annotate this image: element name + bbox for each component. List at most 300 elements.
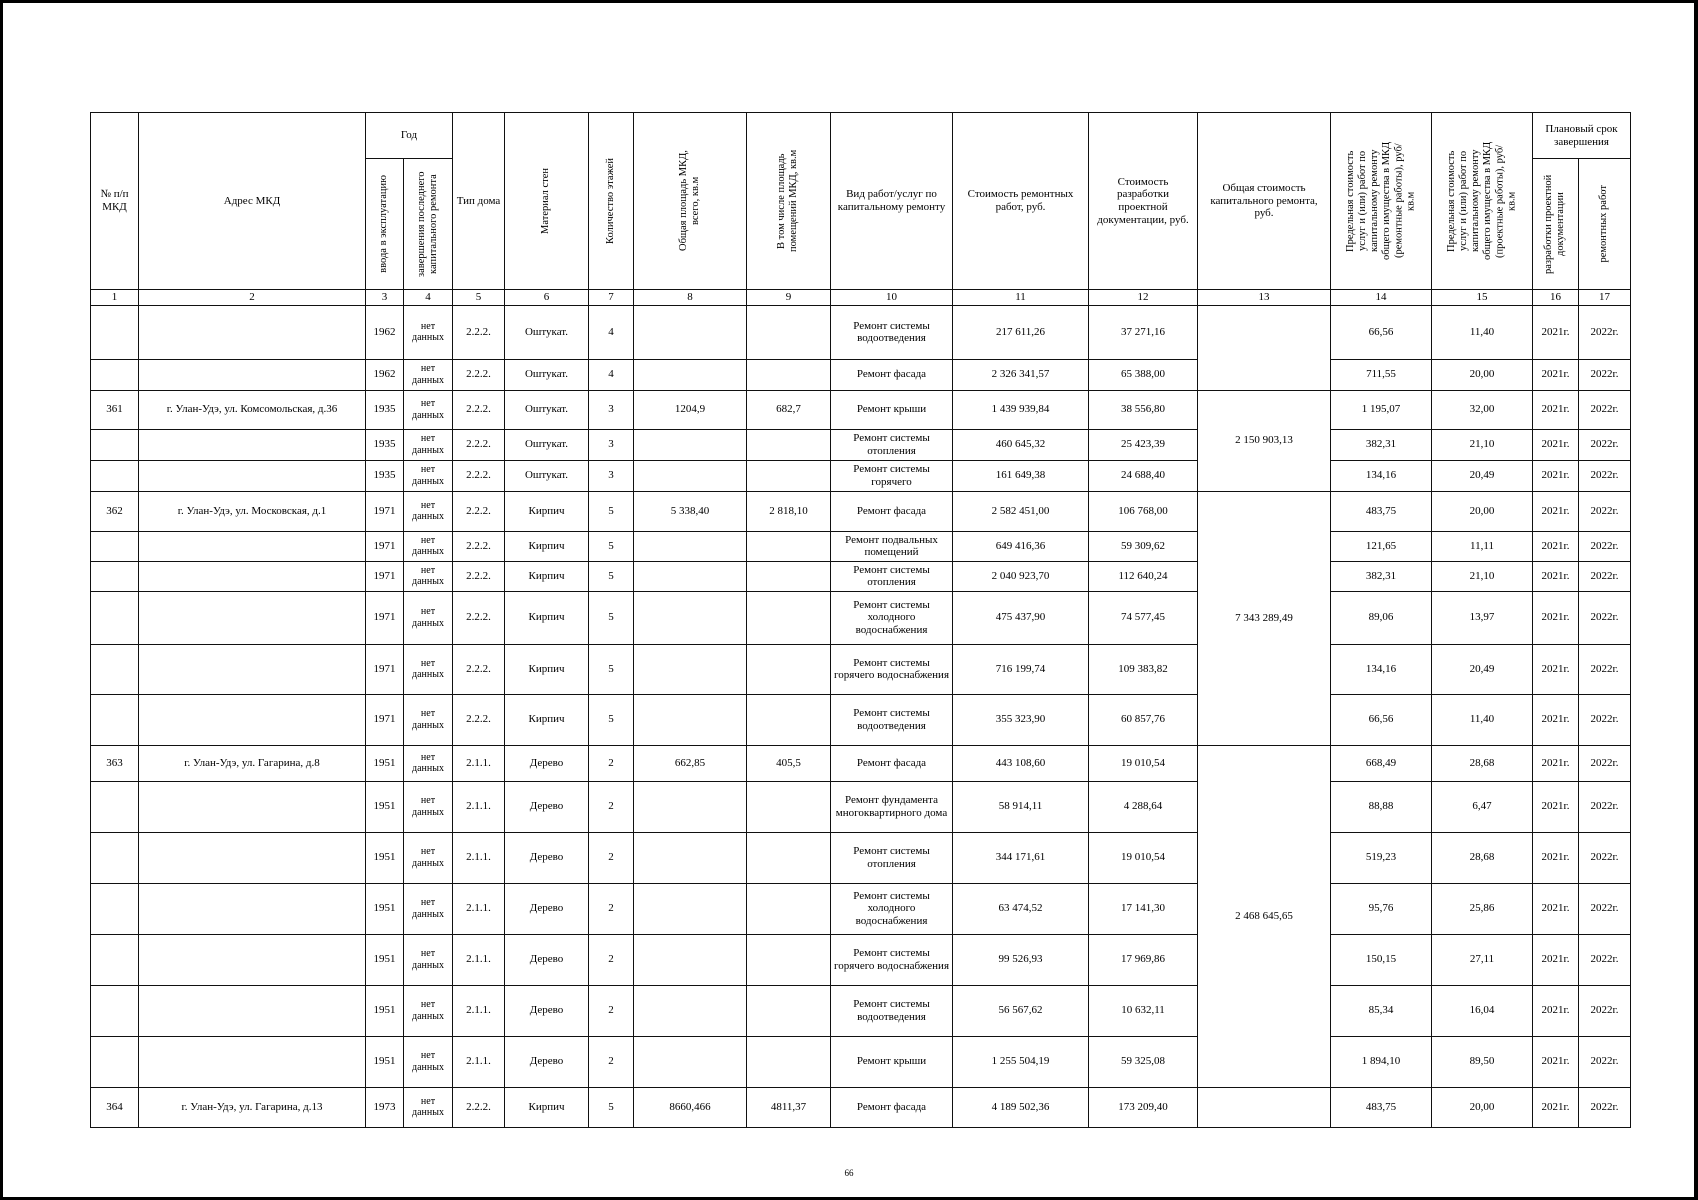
limit-design-cell: 11,40 bbox=[1432, 694, 1533, 745]
house-type-cell: 2.2.2. bbox=[453, 561, 505, 591]
address-cell bbox=[139, 934, 366, 985]
limit-repair-cell: 66,56 bbox=[1331, 305, 1432, 359]
deadline-repair-cell: 2022г. bbox=[1579, 1087, 1631, 1127]
column-number: 10 bbox=[831, 290, 953, 306]
design-cost-cell: 10 632,11 bbox=[1089, 985, 1198, 1036]
house-type-cell: 2.1.1. bbox=[453, 883, 505, 934]
work-type-cell: Ремонт фасада bbox=[831, 1087, 953, 1127]
num-cell bbox=[91, 781, 139, 832]
repair-cost-cell: 4 189 502,36 bbox=[953, 1087, 1089, 1127]
column-number: 5 bbox=[453, 290, 505, 306]
floors-cell: 2 bbox=[589, 1036, 634, 1087]
limit-repair-cell: 88,88 bbox=[1331, 781, 1432, 832]
last-repair-cell: нет данных bbox=[404, 429, 453, 460]
deadline-design-cell: 2021г. bbox=[1533, 390, 1579, 429]
limit-repair-cell: 483,75 bbox=[1331, 1087, 1432, 1127]
num-cell bbox=[91, 1036, 139, 1087]
table-header bbox=[91, 113, 1631, 306]
repair-cost-cell: 63 474,52 bbox=[953, 883, 1089, 934]
table-row bbox=[91, 1087, 1631, 1127]
work-type-cell: Ремонт системы горячего bbox=[831, 460, 953, 491]
deadline-repair-cell: 2022г. bbox=[1579, 561, 1631, 591]
last-repair-cell: нет данных bbox=[404, 561, 453, 591]
design-cost-cell: 37 271,16 bbox=[1089, 305, 1198, 359]
limit-repair-cell: 382,31 bbox=[1331, 561, 1432, 591]
premises-area-cell: 4811,37 bbox=[747, 1087, 831, 1127]
num-cell: 361 bbox=[91, 390, 139, 429]
premises-area-cell bbox=[747, 694, 831, 745]
num-cell bbox=[91, 832, 139, 883]
table-row bbox=[91, 644, 1631, 694]
floors-cell: 3 bbox=[589, 390, 634, 429]
deadline-design-cell: 2021г. bbox=[1533, 591, 1579, 644]
repair-cost-cell: 460 645,32 bbox=[953, 429, 1089, 460]
design-cost-cell: 112 640,24 bbox=[1089, 561, 1198, 591]
limit-repair-cell: 95,76 bbox=[1331, 883, 1432, 934]
design-cost-cell: 65 388,00 bbox=[1089, 359, 1198, 390]
design-cost-cell: 19 010,54 bbox=[1089, 832, 1198, 883]
deadline-design-cell: 2021г. bbox=[1533, 305, 1579, 359]
address-cell bbox=[139, 305, 366, 359]
repair-cost-cell: 355 323,90 bbox=[953, 694, 1089, 745]
num-cell bbox=[91, 531, 139, 561]
header-limit-design bbox=[1432, 113, 1533, 290]
wall-material-cell: Дерево bbox=[505, 985, 589, 1036]
header-deadline-repair-text: ремонтных работ bbox=[1598, 185, 1610, 263]
work-type-cell: Ремонт системы холодного водоснабжения bbox=[831, 883, 953, 934]
year-commissioned-cell: 1935 bbox=[366, 460, 404, 491]
house-type-cell: 2.1.1. bbox=[453, 745, 505, 781]
premises-area-cell bbox=[747, 832, 831, 883]
house-type-cell: 2.1.1. bbox=[453, 781, 505, 832]
limit-design-cell: 16,04 bbox=[1432, 985, 1533, 1036]
deadline-design-cell: 2021г. bbox=[1533, 561, 1579, 591]
year-commissioned-cell: 1971 bbox=[366, 694, 404, 745]
house-type-cell: 2.2.2. bbox=[453, 390, 505, 429]
last-repair-cell: нет данных bbox=[404, 491, 453, 531]
floors-cell: 4 bbox=[589, 359, 634, 390]
last-repair-cell: нет данных bbox=[404, 644, 453, 694]
total-cost-cell: 2 468 645,65 bbox=[1198, 745, 1331, 1087]
work-type-cell: Ремонт системы горячего водоснабжения bbox=[831, 644, 953, 694]
header-design-cost: Стоимость разработки проектной документации, руб. bbox=[1089, 113, 1198, 290]
deadline-design-cell: 2021г. bbox=[1533, 781, 1579, 832]
house-type-cell: 2.2.2. bbox=[453, 694, 505, 745]
premises-area-cell bbox=[747, 561, 831, 591]
num-cell bbox=[91, 883, 139, 934]
deadline-repair-cell: 2022г. bbox=[1579, 934, 1631, 985]
deadline-design-cell: 2021г. bbox=[1533, 1087, 1579, 1127]
deadline-design-cell: 2021г. bbox=[1533, 883, 1579, 934]
premises-area-cell bbox=[747, 305, 831, 359]
capital-repair-table bbox=[90, 112, 1631, 1128]
deadline-design-cell: 2021г. bbox=[1533, 985, 1579, 1036]
year-commissioned-cell: 1951 bbox=[366, 832, 404, 883]
address-cell: г. Улан-Удэ, ул. Гагарина, д.8 bbox=[139, 745, 366, 781]
header-limit-repair bbox=[1331, 113, 1432, 290]
wall-material-cell: Дерево bbox=[505, 781, 589, 832]
limit-repair-cell: 66,56 bbox=[1331, 694, 1432, 745]
limit-design-cell: 28,68 bbox=[1432, 832, 1533, 883]
year-commissioned-cell: 1951 bbox=[366, 883, 404, 934]
page-edge-top bbox=[0, 0, 1698, 3]
floors-cell: 2 bbox=[589, 781, 634, 832]
page-edge-left bbox=[0, 0, 3, 1200]
deadline-repair-cell: 2022г. bbox=[1579, 531, 1631, 561]
house-type-cell: 2.1.1. bbox=[453, 832, 505, 883]
work-type-cell: Ремонт системы горячего водоснабжения bbox=[831, 934, 953, 985]
repair-cost-cell: 2 326 341,57 bbox=[953, 359, 1089, 390]
limit-repair-cell: 150,15 bbox=[1331, 934, 1432, 985]
table-row bbox=[91, 561, 1631, 591]
year-commissioned-cell: 1971 bbox=[366, 591, 404, 644]
total-area-cell bbox=[634, 832, 747, 883]
header-mkd-number: № п/п МКД bbox=[91, 113, 139, 290]
address-cell bbox=[139, 429, 366, 460]
work-type-cell: Ремонт фундамента многоквартирного дома bbox=[831, 781, 953, 832]
house-type-cell: 2.2.2. bbox=[453, 491, 505, 531]
wall-material-cell: Оштукат. bbox=[505, 359, 589, 390]
wall-material-cell: Кирпич bbox=[505, 561, 589, 591]
year-commissioned-cell: 1971 bbox=[366, 531, 404, 561]
repair-cost-cell: 161 649,38 bbox=[953, 460, 1089, 491]
year-commissioned-cell: 1951 bbox=[366, 985, 404, 1036]
total-area-cell bbox=[634, 883, 747, 934]
premises-area-cell bbox=[747, 883, 831, 934]
table-row bbox=[91, 359, 1631, 390]
table-row bbox=[91, 934, 1631, 985]
design-cost-cell: 106 768,00 bbox=[1089, 491, 1198, 531]
deadline-repair-cell: 2022г. bbox=[1579, 745, 1631, 781]
address-cell: г. Улан-Удэ, ул. Московская, д.1 bbox=[139, 491, 366, 531]
table-row bbox=[91, 531, 1631, 561]
total-area-cell bbox=[634, 531, 747, 561]
year-commissioned-cell: 1973 bbox=[366, 1087, 404, 1127]
repair-cost-cell: 443 108,60 bbox=[953, 745, 1089, 781]
limit-design-cell: 20,00 bbox=[1432, 359, 1533, 390]
work-type-cell: Ремонт системы холодного водоснабжения bbox=[831, 591, 953, 644]
deadline-design-cell: 2021г. bbox=[1533, 934, 1579, 985]
total-area-cell bbox=[634, 1036, 747, 1087]
year-commissioned-cell: 1971 bbox=[366, 561, 404, 591]
num-cell bbox=[91, 985, 139, 1036]
header-year-last-repair bbox=[404, 159, 453, 290]
total-area-cell bbox=[634, 429, 747, 460]
address-cell bbox=[139, 644, 366, 694]
num-cell: 363 bbox=[91, 745, 139, 781]
column-number: 4 bbox=[404, 290, 453, 306]
last-repair-cell: нет данных bbox=[404, 1036, 453, 1087]
last-repair-cell: нет данных bbox=[404, 531, 453, 561]
address-cell: г. Улан-Удэ, ул. Комсомольская, д.36 bbox=[139, 390, 366, 429]
last-repair-cell: нет данных bbox=[404, 694, 453, 745]
limit-repair-cell: 382,31 bbox=[1331, 429, 1432, 460]
floors-cell: 2 bbox=[589, 934, 634, 985]
deadline-repair-cell: 2022г. bbox=[1579, 429, 1631, 460]
repair-cost-cell: 2 582 451,00 bbox=[953, 491, 1089, 531]
header-repair-cost: Стоимость ремонтных работ, руб. bbox=[953, 113, 1089, 290]
deadline-repair-cell: 2022г. bbox=[1579, 460, 1631, 491]
house-type-cell: 2.2.2. bbox=[453, 531, 505, 561]
house-type-cell: 2.2.2. bbox=[453, 359, 505, 390]
deadline-design-cell: 2021г. bbox=[1533, 491, 1579, 531]
floors-cell: 4 bbox=[589, 305, 634, 359]
work-type-cell: Ремонт крыши bbox=[831, 390, 953, 429]
floors-cell: 5 bbox=[589, 531, 634, 561]
year-commissioned-cell: 1971 bbox=[366, 491, 404, 531]
premises-area-cell bbox=[747, 429, 831, 460]
deadline-design-cell: 2021г. bbox=[1533, 832, 1579, 883]
wall-material-cell: Кирпич bbox=[505, 694, 589, 745]
address-cell bbox=[139, 591, 366, 644]
work-type-cell: Ремонт крыши bbox=[831, 1036, 953, 1087]
work-type-cell: Ремонт фасада bbox=[831, 745, 953, 781]
header-deadline-design bbox=[1533, 159, 1579, 290]
total-area-cell bbox=[634, 359, 747, 390]
header-address: Адрес МКД bbox=[139, 113, 366, 290]
design-cost-cell: 17 969,86 bbox=[1089, 934, 1198, 985]
wall-material-cell: Дерево bbox=[505, 832, 589, 883]
header-floors bbox=[589, 113, 634, 290]
address-cell bbox=[139, 832, 366, 883]
column-number: 16 bbox=[1533, 290, 1579, 306]
year-commissioned-cell: 1951 bbox=[366, 781, 404, 832]
house-type-cell: 2.1.1. bbox=[453, 934, 505, 985]
work-type-cell: Ремонт системы водоотведения bbox=[831, 694, 953, 745]
page-edge-right bbox=[1694, 0, 1698, 1200]
work-type-cell: Ремонт системы водоотведения bbox=[831, 305, 953, 359]
year-commissioned-cell: 1971 bbox=[366, 644, 404, 694]
total-area-cell: 1204,9 bbox=[634, 390, 747, 429]
wall-material-cell: Кирпич bbox=[505, 591, 589, 644]
floors-cell: 2 bbox=[589, 745, 634, 781]
column-number: 8 bbox=[634, 290, 747, 306]
num-cell bbox=[91, 561, 139, 591]
limit-design-cell: 28,68 bbox=[1432, 745, 1533, 781]
num-cell bbox=[91, 460, 139, 491]
wall-material-cell: Кирпич bbox=[505, 531, 589, 561]
deadline-repair-cell: 2022г. bbox=[1579, 491, 1631, 531]
limit-design-cell: 27,11 bbox=[1432, 934, 1533, 985]
floors-cell: 5 bbox=[589, 1087, 634, 1127]
address-cell bbox=[139, 460, 366, 491]
last-repair-cell: нет данных bbox=[404, 460, 453, 491]
address-cell: г. Улан-Удэ, ул. Гагарина, д.13 bbox=[139, 1087, 366, 1127]
repair-cost-cell: 58 914,11 bbox=[953, 781, 1089, 832]
repair-cost-cell: 99 526,93 bbox=[953, 934, 1089, 985]
work-type-cell: Ремонт фасада bbox=[831, 491, 953, 531]
total-area-cell bbox=[634, 644, 747, 694]
limit-design-cell: 89,50 bbox=[1432, 1036, 1533, 1087]
num-cell: 364 bbox=[91, 1087, 139, 1127]
column-number: 15 bbox=[1432, 290, 1533, 306]
header-total-cost: Общая стоимость капитального ремонта, руб. bbox=[1198, 113, 1331, 290]
design-cost-cell: 74 577,45 bbox=[1089, 591, 1198, 644]
table-row bbox=[91, 591, 1631, 644]
limit-design-cell: 20,49 bbox=[1432, 644, 1533, 694]
premises-area-cell bbox=[747, 591, 831, 644]
work-type-cell: Ремонт системы отопления bbox=[831, 561, 953, 591]
total-area-cell bbox=[634, 985, 747, 1036]
page-number: 66 bbox=[844, 1168, 854, 1178]
total-cost-cell: 7 343 289,49 bbox=[1198, 491, 1331, 745]
last-repair-cell: нет данных bbox=[404, 781, 453, 832]
total-cost-cell bbox=[1198, 1087, 1331, 1127]
limit-design-cell: 25,86 bbox=[1432, 883, 1533, 934]
deadline-repair-cell: 2022г. bbox=[1579, 985, 1631, 1036]
wall-material-cell: Кирпич bbox=[505, 491, 589, 531]
wall-material-cell: Оштукат. bbox=[505, 390, 589, 429]
work-type-cell: Ремонт системы водоотведения bbox=[831, 985, 953, 1036]
limit-design-cell: 13,97 bbox=[1432, 591, 1533, 644]
deadline-repair-cell: 2022г. bbox=[1579, 1036, 1631, 1087]
design-cost-cell: 109 383,82 bbox=[1089, 644, 1198, 694]
total-area-cell bbox=[634, 305, 747, 359]
total-area-cell bbox=[634, 591, 747, 644]
premises-area-cell bbox=[747, 781, 831, 832]
premises-area-cell bbox=[747, 460, 831, 491]
design-cost-cell: 25 423,39 bbox=[1089, 429, 1198, 460]
wall-material-cell: Дерево bbox=[505, 1036, 589, 1087]
column-number: 11 bbox=[953, 290, 1089, 306]
work-type-cell: Ремонт системы отопления bbox=[831, 429, 953, 460]
floors-cell: 5 bbox=[589, 644, 634, 694]
table-row bbox=[91, 429, 1631, 460]
last-repair-cell: нет данных bbox=[404, 305, 453, 359]
table-row bbox=[91, 491, 1631, 531]
header-premises-area bbox=[747, 113, 831, 290]
deadline-design-cell: 2021г. bbox=[1533, 359, 1579, 390]
address-cell bbox=[139, 359, 366, 390]
design-cost-cell: 38 556,80 bbox=[1089, 390, 1198, 429]
limit-repair-cell: 134,16 bbox=[1331, 460, 1432, 491]
wall-material-cell: Дерево bbox=[505, 934, 589, 985]
premises-area-cell bbox=[747, 934, 831, 985]
repair-cost-cell: 475 437,90 bbox=[953, 591, 1089, 644]
deadline-design-cell: 2021г. bbox=[1533, 429, 1579, 460]
header-floors-text: Количество этажей bbox=[604, 158, 616, 244]
year-commissioned-cell: 1951 bbox=[366, 745, 404, 781]
table-row bbox=[91, 985, 1631, 1036]
column-number: 14 bbox=[1331, 290, 1432, 306]
header-year-last-repair-text: завершения последнего капитального ремонта bbox=[415, 171, 439, 277]
repair-cost-cell: 1 439 939,84 bbox=[953, 390, 1089, 429]
table-row bbox=[91, 832, 1631, 883]
column-number: 3 bbox=[366, 290, 404, 306]
floors-cell: 5 bbox=[589, 491, 634, 531]
house-type-cell: 2.1.1. bbox=[453, 985, 505, 1036]
wall-material-cell: Кирпич bbox=[505, 644, 589, 694]
work-type-cell: Ремонт системы отопления bbox=[831, 832, 953, 883]
deadline-repair-cell: 2022г. bbox=[1579, 781, 1631, 832]
last-repair-cell: нет данных bbox=[404, 591, 453, 644]
floors-cell: 2 bbox=[589, 832, 634, 883]
num-cell bbox=[91, 305, 139, 359]
num-cell bbox=[91, 694, 139, 745]
num-cell bbox=[91, 591, 139, 644]
repair-cost-cell: 716 199,74 bbox=[953, 644, 1089, 694]
year-commissioned-cell: 1935 bbox=[366, 390, 404, 429]
column-number: 13 bbox=[1198, 290, 1331, 306]
year-commissioned-cell: 1935 bbox=[366, 429, 404, 460]
limit-repair-cell: 89,06 bbox=[1331, 591, 1432, 644]
total-area-cell bbox=[634, 934, 747, 985]
address-cell bbox=[139, 561, 366, 591]
deadline-repair-cell: 2022г. bbox=[1579, 832, 1631, 883]
last-repair-cell: нет данных bbox=[404, 832, 453, 883]
table-row bbox=[91, 883, 1631, 934]
limit-repair-cell: 519,23 bbox=[1331, 832, 1432, 883]
header-wall-material bbox=[505, 113, 589, 290]
wall-material-cell: Оштукат. bbox=[505, 460, 589, 491]
num-cell: 362 bbox=[91, 491, 139, 531]
total-cost-cell bbox=[1198, 305, 1331, 390]
year-commissioned-cell: 1962 bbox=[366, 359, 404, 390]
table-row bbox=[91, 745, 1631, 781]
repair-cost-cell: 56 567,62 bbox=[953, 985, 1089, 1036]
header-limit-repair-text: Предельная стоимость услуг и (или) работ по капитальному ремонту общего имущества в МКД (ремонтные работы), руб/кв.м bbox=[1344, 141, 1417, 261]
limit-design-cell: 32,00 bbox=[1432, 390, 1533, 429]
premises-area-cell bbox=[747, 1036, 831, 1087]
header-deadline-repair bbox=[1579, 159, 1631, 290]
column-number: 17 bbox=[1579, 290, 1631, 306]
wall-material-cell: Оштукат. bbox=[505, 305, 589, 359]
deadline-repair-cell: 2022г. bbox=[1579, 883, 1631, 934]
header-total-area-text: Общая площадь МКД, всего, кв.м bbox=[677, 150, 701, 252]
limit-repair-cell: 1 195,07 bbox=[1331, 390, 1432, 429]
header-total-area bbox=[634, 113, 747, 290]
deadline-repair-cell: 2022г. bbox=[1579, 359, 1631, 390]
premises-area-cell: 405,5 bbox=[747, 745, 831, 781]
table-row bbox=[91, 1036, 1631, 1087]
header-year-group: Год bbox=[366, 113, 453, 159]
wall-material-cell: Дерево bbox=[505, 745, 589, 781]
limit-design-cell: 20,00 bbox=[1432, 1087, 1533, 1127]
design-cost-cell: 17 141,30 bbox=[1089, 883, 1198, 934]
house-type-cell: 2.2.2. bbox=[453, 644, 505, 694]
year-commissioned-cell: 1951 bbox=[366, 1036, 404, 1087]
work-type-cell: Ремонт фасада bbox=[831, 359, 953, 390]
floors-cell: 3 bbox=[589, 429, 634, 460]
total-area-cell: 662,85 bbox=[634, 745, 747, 781]
house-type-cell: 2.2.2. bbox=[453, 1087, 505, 1127]
deadline-repair-cell: 2022г. bbox=[1579, 390, 1631, 429]
deadline-design-cell: 2021г. bbox=[1533, 644, 1579, 694]
table-row bbox=[91, 305, 1631, 359]
column-number: 1 bbox=[91, 290, 139, 306]
premises-area-cell: 682,7 bbox=[747, 390, 831, 429]
floors-cell: 3 bbox=[589, 460, 634, 491]
deadline-design-cell: 2021г. bbox=[1533, 460, 1579, 491]
limit-design-cell: 11,40 bbox=[1432, 305, 1533, 359]
year-commissioned-cell: 1962 bbox=[366, 305, 404, 359]
num-cell bbox=[91, 934, 139, 985]
premises-area-cell: 2 818,10 bbox=[747, 491, 831, 531]
header-limit-design-text: Предельная стоимость услуг и (или) работ по капитальному ремонту общего имущества в МКД (проектные работы), руб/кв.м bbox=[1445, 141, 1518, 261]
limit-design-cell: 11,11 bbox=[1432, 531, 1533, 561]
num-cell bbox=[91, 429, 139, 460]
header-year-commissioned bbox=[366, 159, 404, 290]
deadline-design-cell: 2021г. bbox=[1533, 694, 1579, 745]
deadline-repair-cell: 2022г. bbox=[1579, 591, 1631, 644]
header-deadline-group: Плановый срок завершения bbox=[1533, 113, 1631, 159]
floors-cell: 5 bbox=[589, 591, 634, 644]
column-number-row bbox=[91, 290, 1631, 306]
design-cost-cell: 59 325,08 bbox=[1089, 1036, 1198, 1087]
wall-material-cell: Оштукат. bbox=[505, 429, 589, 460]
address-cell bbox=[139, 694, 366, 745]
premises-area-cell bbox=[747, 644, 831, 694]
